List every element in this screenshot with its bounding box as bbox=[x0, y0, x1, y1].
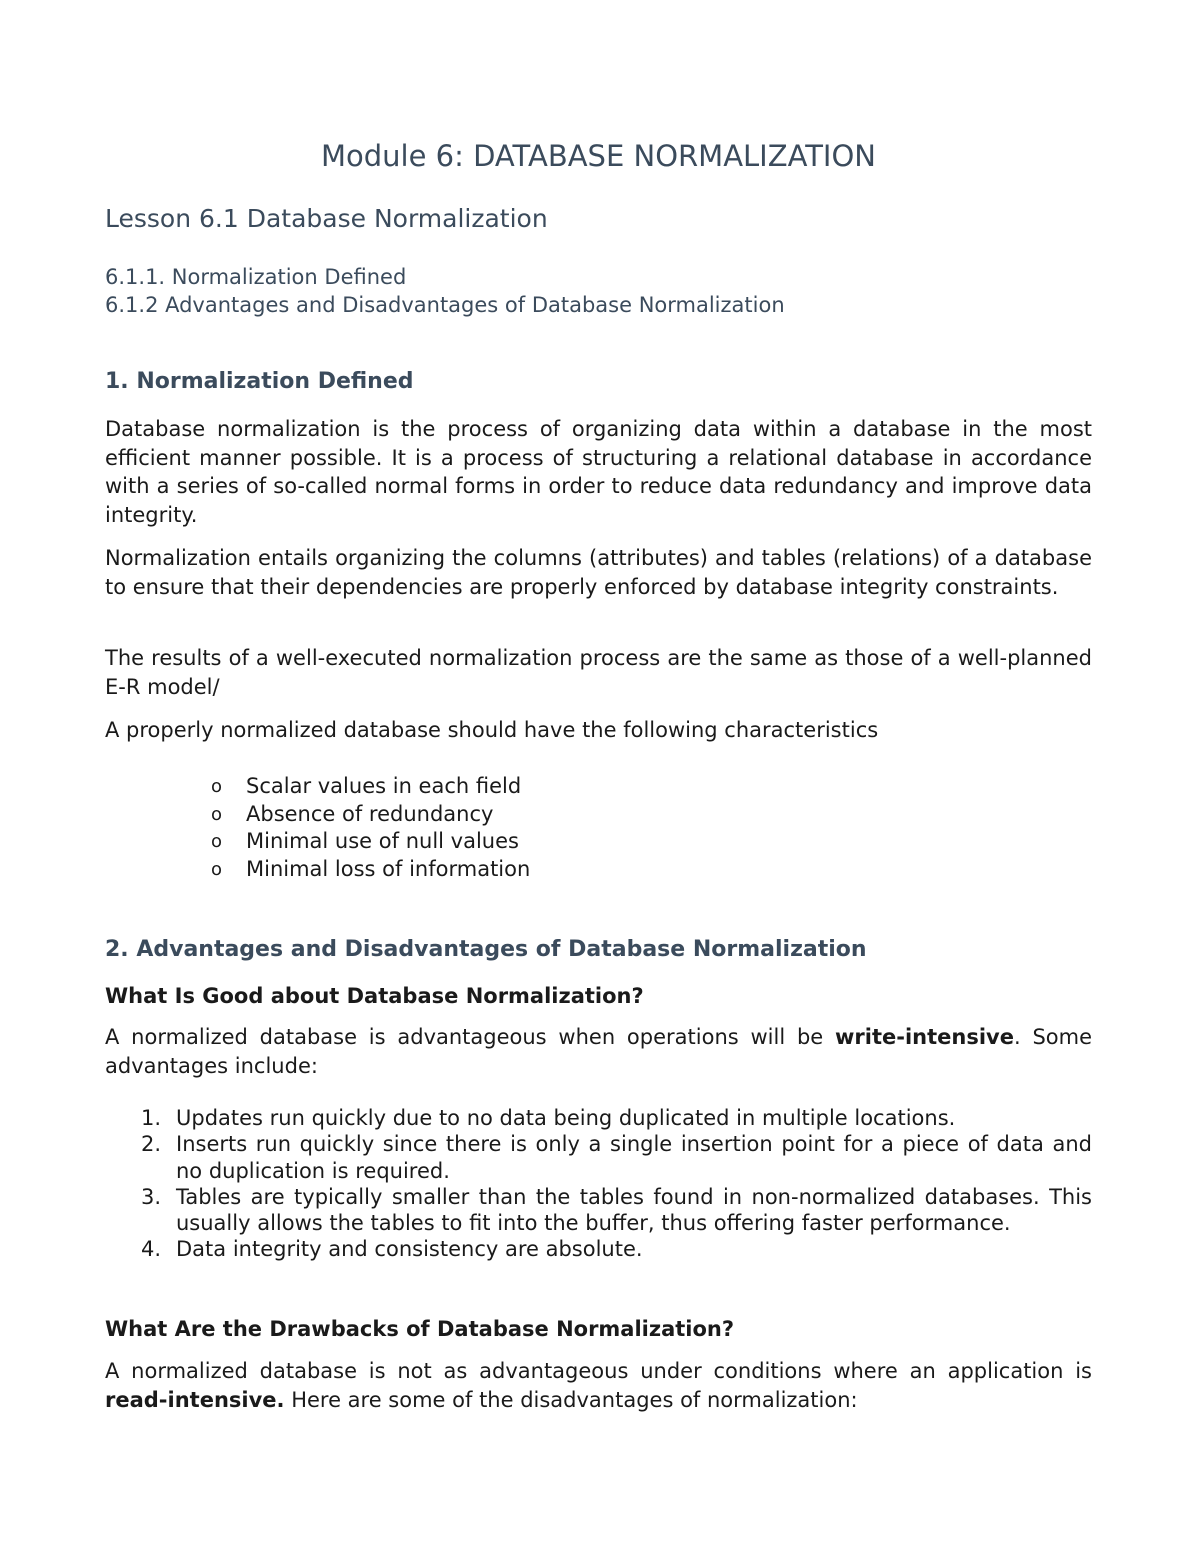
list-item-text: Absence of redundancy bbox=[246, 801, 494, 826]
section-1-heading: 1. Normalization Defined bbox=[105, 369, 414, 394]
drawbacks-heading: What Are the Drawbacks of Database Normalization? bbox=[105, 1317, 735, 1341]
list-item bbox=[105, 1184, 1092, 1237]
list-item bbox=[105, 856, 530, 884]
characteristics-list bbox=[105, 773, 530, 884]
bullet-circle-icon: o bbox=[211, 803, 223, 825]
list-item bbox=[105, 1105, 1092, 1131]
section-2-heading: 2. Advantages and Disadvantages of Database Normalization bbox=[105, 937, 867, 962]
list-item-text: Updates run quickly due to no data being duplicated in multiple locations. bbox=[176, 1106, 956, 1130]
toc-item: 6.1.2 Advantages and Disadvantages of Database Normalization bbox=[105, 293, 785, 317]
table-of-contents bbox=[105, 263, 785, 319]
bullet-circle-icon: o bbox=[211, 859, 223, 881]
paragraph: Database normalization is the process of organizing data within a database in the most efficient manner possible. It is a process of structuring a relational database in accordance with a series of so-called normal forms in order to reduce data redundancy and improve data integrity. bbox=[105, 417, 1092, 527]
advantages-list bbox=[105, 1105, 1092, 1263]
list-item-text: Minimal loss of information bbox=[246, 857, 531, 882]
list-item bbox=[105, 1131, 1092, 1184]
intro-bold-text: read-intensive. bbox=[105, 1387, 285, 1412]
list-item bbox=[105, 801, 530, 829]
list-item-text: Data integrity and consistency are absolute. bbox=[176, 1237, 643, 1262]
advantages-heading: What Is Good about Database Normalization? bbox=[105, 984, 644, 1008]
bullet-circle-icon: o bbox=[211, 776, 223, 797]
list-number: 2. bbox=[141, 1132, 162, 1157]
list-item-text: Tables are typically smaller than the tables found in non-normalized databases. This usually allows the tables to fit into the buffer, thus offering faster performance. bbox=[176, 1184, 1092, 1236]
intro-text: A normalized database is advantageous when operations will be bbox=[105, 1025, 836, 1049]
paragraph: Normalization entails organizing the columns (attributes) and tables (relations) of a database to ensure that their dependencies are properly enforced by database integrity constraints. bbox=[105, 546, 1092, 599]
bullet-circle-icon: o bbox=[211, 831, 223, 853]
toc-item: 6.1.1. Normalization Defined bbox=[105, 265, 407, 289]
list-item bbox=[105, 1236, 1092, 1262]
intro-text: Here are some of the disadvantages of normalization: bbox=[284, 1387, 858, 1412]
list-item bbox=[105, 828, 530, 856]
paragraph: A properly normalized database should have the following characteristics bbox=[105, 718, 879, 742]
list-item bbox=[105, 773, 530, 801]
list-number: 3. bbox=[141, 1184, 162, 1209]
list-item-text: Scalar values in each field bbox=[246, 774, 522, 798]
drawbacks-intro bbox=[105, 1357, 1092, 1414]
list-item-text: Minimal use of null values bbox=[246, 829, 519, 854]
intro-text: . Some advantages include: bbox=[105, 1025, 1093, 1078]
list-number: 1. bbox=[141, 1106, 162, 1130]
lesson-title: Lesson 6.1 Database Normalization bbox=[105, 204, 548, 233]
list-item-text: Inserts run quickly since there is only a single insertion point for a piece of data and no duplication is required. bbox=[176, 1132, 1092, 1183]
intro-text: A normalized database is not as advantageous under conditions where an application is bbox=[105, 1359, 1092, 1383]
intro-bold-text: write-intensive bbox=[835, 1025, 1014, 1049]
module-title: Module 6: DATABASE NORMALIZATION bbox=[321, 139, 876, 173]
paragraph: The results of a well-executed normalization process are the same as those of a well-planned E-R model/ bbox=[105, 646, 1092, 699]
list-number: 4. bbox=[141, 1237, 162, 1262]
advantages-intro bbox=[105, 1023, 1092, 1080]
